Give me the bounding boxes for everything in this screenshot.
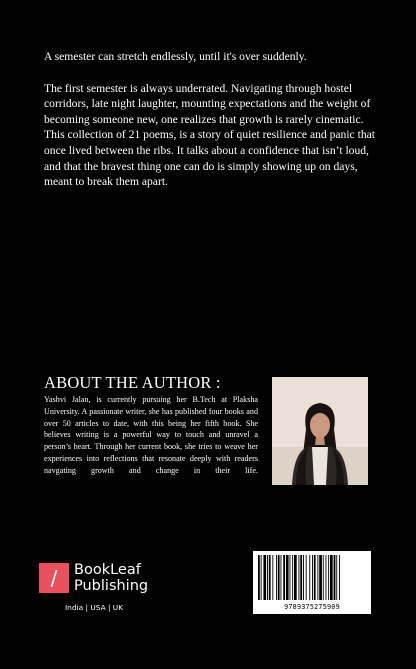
publisher-name-line1: BookLeaf [74, 562, 141, 578]
blurb-paragraph: The first semester is always underrated. Navigating through hostel corridors, late night laughter, mounting expectations and the weight of becoming someone new, one realizes that growth is rarely cinematic. This collection of 21 poems, is a story of quiet resilience and panic that once lived between the ribs. It talks about a confidence that isn’t loud, and that the bravest thing one can do is simply showing up on days, meant to break them apart. [44, 81, 375, 189]
publisher-name-line2: Publishing [74, 578, 149, 594]
publisher-logo [39, 563, 199, 615]
isbn-barcode [253, 551, 371, 614]
isbn-number: 9789375275909 [284, 603, 340, 611]
blurb-tagline: A semester can stretch endlessly, until it's over suddenly. [44, 50, 307, 63]
bookleaf-logo-icon [39, 563, 69, 593]
author-photo [272, 377, 368, 485]
back-cover-blurb [44, 49, 376, 190]
publisher-regions: India | USA | UK [65, 603, 124, 612]
logo-slash: / [50, 566, 58, 590]
about-author-heading: ABOUT THE AUTHOR : [44, 373, 221, 392]
barcode-bars [258, 555, 366, 600]
publisher-name [74, 562, 148, 594]
author-bio: Yashvi Jalan, is currently pursuing her B.Tech at Plaksha University. A passionate writer, she has published four books and over 50 articles to date, with this being her fifth book. She believes writing is a powerful way to touch and unravel a person’s heart. Through her current book, she tries to weave her experiences into reflections that resonate deeply with readers navgating growth and change in their life. [44, 395, 258, 475]
